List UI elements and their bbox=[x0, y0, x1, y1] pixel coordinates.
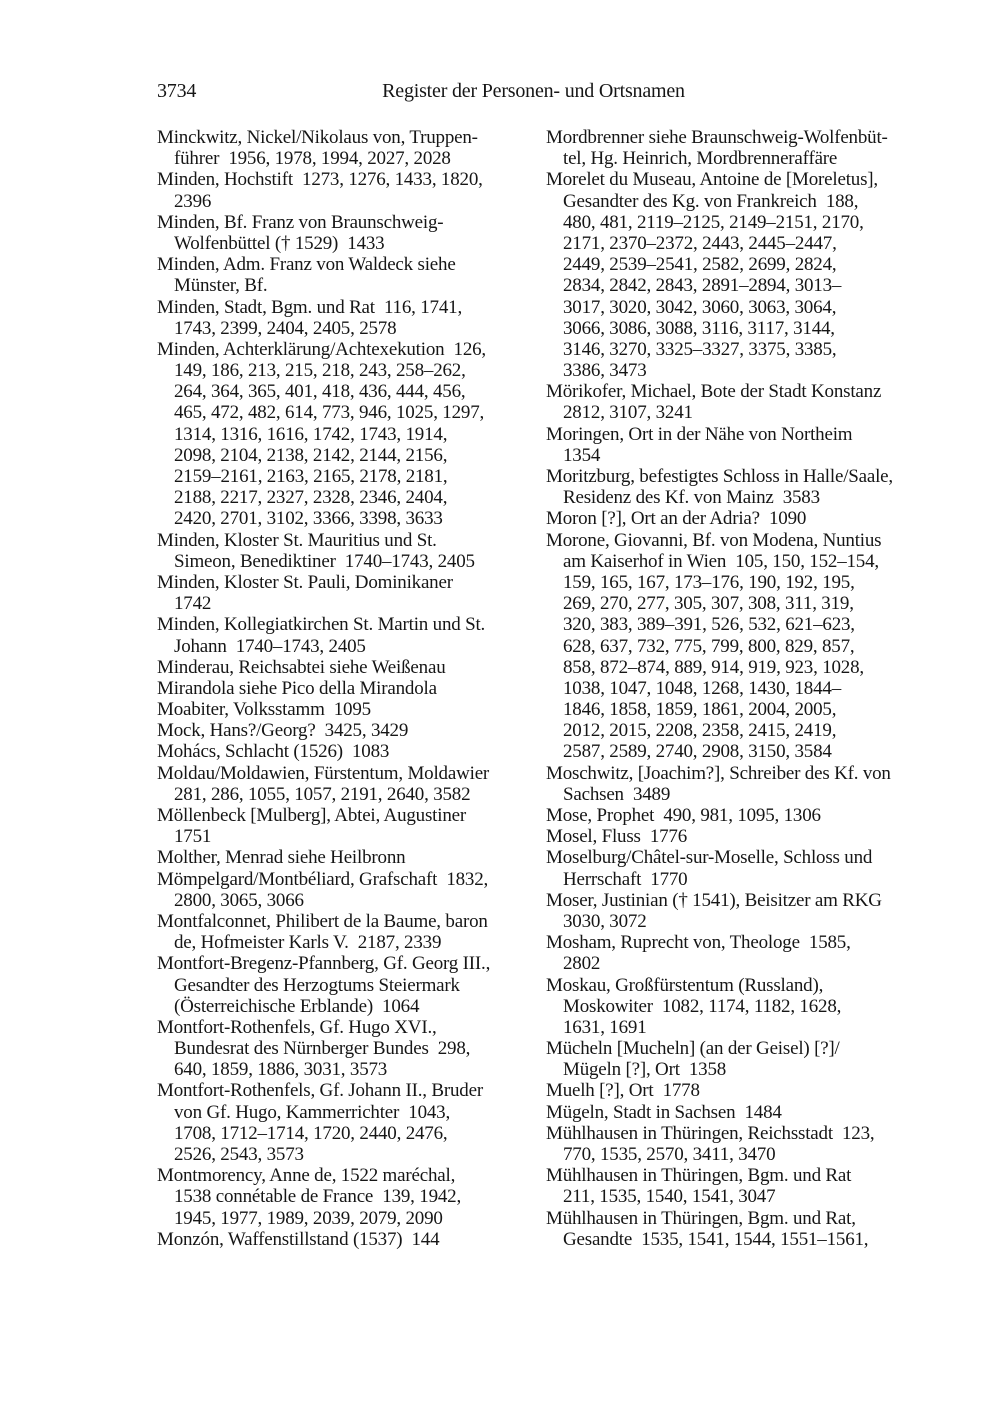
index-entry bbox=[546, 1080, 932, 1101]
index-entry bbox=[157, 1017, 543, 1081]
entry-line-first: Moser, Justinian († 1541), Beisitzer am RKG bbox=[546, 889, 882, 911]
entry-line-first: Montfort-Rothenfels, Gf. Johann II., Bruder bbox=[157, 1080, 483, 1102]
entry-line-continuation: 1038, 1047, 1048, 1268, 1430, 1844– bbox=[563, 677, 842, 699]
index-entry bbox=[157, 572, 543, 614]
entry-line-first: Minden, Achterklärung/Achtexekution 126, bbox=[157, 338, 486, 360]
entry-line-continuation: 2526, 2543, 3573 bbox=[174, 1144, 304, 1165]
entry-line-continuation: 1743, 2399, 2404, 2405, 2578 bbox=[174, 317, 397, 339]
entry-line-continuation: 2800, 3065, 3066 bbox=[174, 889, 304, 911]
entry-line-continuation: tel, Hg. Heinrich, Mordbrenneraffäre bbox=[563, 148, 838, 170]
index-entry bbox=[546, 1038, 932, 1080]
index-entry bbox=[157, 254, 543, 296]
index-entry bbox=[546, 466, 932, 508]
entry-line-continuation: Moskowiter 1082, 1174, 1182, 1628, bbox=[563, 995, 842, 1017]
entry-line-continuation: 2449, 2539–2541, 2582, 2699, 2824, bbox=[563, 254, 837, 276]
index-entry bbox=[546, 975, 932, 1039]
entry-line-first: Moselburg/Châtel-sur-Moselle, Schloss und bbox=[546, 847, 873, 869]
entry-line-continuation: 628, 637, 732, 775, 799, 800, 829, 857, bbox=[563, 635, 855, 657]
entry-line-continuation: 1846, 1858, 1859, 1861, 2004, 2005, bbox=[563, 699, 837, 721]
index-entry bbox=[157, 657, 543, 678]
entry-line-first: Moringen, Ort in der Nähe von Northeim bbox=[546, 423, 853, 445]
index-entry bbox=[157, 805, 543, 847]
index-entry bbox=[157, 339, 543, 530]
entry-line-first: Minden, Kloster St. Mauritius und St. bbox=[157, 529, 437, 551]
entry-line-continuation: Sachsen 3489 bbox=[563, 783, 671, 805]
entry-line-continuation: 2396 bbox=[174, 190, 212, 212]
index-column-left bbox=[157, 127, 543, 1250]
entry-line-first: Minden, Hochstift 1273, 1276, 1433, 1820, bbox=[157, 169, 483, 191]
entry-line-first: Mosham, Ruprecht von, Theologe 1585, bbox=[546, 932, 851, 954]
entry-line-continuation: 1742 bbox=[174, 593, 212, 615]
entry-line-first: Minden, Adm. Franz von Waldeck siehe bbox=[157, 254, 456, 276]
entry-line-continuation: Gesandte 1535, 1541, 1544, 1551–1561, bbox=[563, 1228, 869, 1250]
entry-line-first: Mühlhausen in Thüringen, Bgm. und Rat bbox=[546, 1165, 852, 1187]
entry-line-continuation: von Gf. Hugo, Kammerrichter 1043, bbox=[174, 1101, 451, 1123]
entry-line-first: Montfalconnet, Philibert de la Baume, baron bbox=[157, 910, 488, 932]
entry-line-first: Mose, Prophet 490, 981, 1095, 1306 bbox=[546, 805, 821, 826]
entry-line-first: Mücheln [Mucheln] (an der Geisel) [?]/ bbox=[546, 1038, 840, 1060]
entry-line-continuation: 2012, 2015, 2208, 2358, 2415, 2419, bbox=[563, 720, 837, 742]
index-entry bbox=[546, 826, 932, 847]
index-entry bbox=[546, 1208, 932, 1250]
entry-line-continuation: 2812, 3107, 3241 bbox=[563, 402, 693, 424]
index-entry bbox=[157, 1165, 543, 1229]
entry-line-first: Möllenbeck [Mulberg], Abtei, Augustiner bbox=[157, 805, 466, 826]
entry-line-continuation: 149, 186, 213, 215, 218, 243, 258–262, bbox=[174, 360, 466, 382]
entry-line-first: Mühlhausen in Thüringen, Bgm. und Rat, bbox=[546, 1207, 856, 1229]
entry-line-continuation: 858, 872–874, 889, 914, 919, 923, 1028, bbox=[563, 656, 864, 678]
entry-line-first: Minden, Stadt, Bgm. und Rat 116, 1741, bbox=[157, 296, 462, 318]
entry-line-continuation: 320, 383, 389–391, 526, 532, 621–623, bbox=[563, 614, 855, 636]
entry-line-continuation: 159, 165, 167, 173–176, 190, 192, 195, bbox=[563, 571, 855, 593]
entry-line-continuation: Münster, Bf. bbox=[174, 275, 268, 297]
index-entry bbox=[546, 424, 932, 466]
entry-line-first: Mohács, Schlacht (1526) 1083 bbox=[157, 741, 390, 763]
entry-line-continuation: 264, 364, 365, 401, 418, 436, 444, 456, bbox=[174, 381, 466, 403]
entry-line-continuation: (Österreichische Erblande) 1064 bbox=[174, 995, 420, 1017]
entry-line-continuation: Gesandter des Kg. von Frankreich 188, bbox=[563, 190, 859, 212]
entry-line-continuation: 3386, 3473 bbox=[563, 360, 647, 382]
index-entry bbox=[157, 763, 543, 805]
entry-line-continuation: Bundesrat des Nürnberger Bundes 298, bbox=[174, 1038, 471, 1060]
index-entry bbox=[157, 127, 543, 169]
entry-line-continuation: 2587, 2589, 2740, 2908, 3150, 3584 bbox=[563, 741, 832, 763]
index-entry bbox=[546, 890, 932, 932]
entry-line-continuation: Residenz des Kf. von Mainz 3583 bbox=[563, 487, 820, 509]
index-entry bbox=[157, 953, 543, 1017]
index-entry bbox=[157, 678, 543, 699]
entry-line-first: Moldau/Moldawien, Fürstentum, Moldawier bbox=[157, 762, 490, 784]
entry-line-continuation: 465, 472, 482, 614, 773, 946, 1025, 1297, bbox=[174, 402, 485, 424]
entry-line-continuation: 211, 1535, 1540, 1541, 3047 bbox=[563, 1186, 776, 1208]
entry-line-continuation: 2802 bbox=[563, 953, 601, 975]
index-entry bbox=[546, 1123, 932, 1165]
entry-line-continuation: 1314, 1316, 1616, 1742, 1743, 1914, bbox=[174, 423, 448, 445]
entry-line-first: Molther, Menrad siehe Heilbronn bbox=[157, 847, 406, 869]
entry-line-first: Mühlhausen in Thüringen, Reichsstadt 123, bbox=[546, 1122, 875, 1144]
index-entry bbox=[157, 212, 543, 254]
entry-line-continuation: 2171, 2370–2372, 2443, 2445–2447, bbox=[563, 232, 837, 254]
index-entry bbox=[546, 1102, 932, 1123]
entry-line-first: Mordbrenner siehe Braunschweig-Wolfenbüt- bbox=[546, 127, 888, 148]
entry-line-continuation: Mügeln [?], Ort 1358 bbox=[563, 1059, 727, 1081]
index-entry bbox=[157, 741, 543, 762]
page-number: 3734 bbox=[157, 80, 197, 102]
running-header: Register der Personen- und Ortsnamen bbox=[382, 80, 685, 102]
index-entry bbox=[546, 805, 932, 826]
entry-line-continuation: 480, 481, 2119–2125, 2149–2151, 2170, bbox=[563, 211, 864, 233]
entry-line-first: Mörikofer, Michael, Bote der Stadt Konstanz bbox=[546, 381, 882, 403]
index-entry bbox=[546, 381, 932, 423]
page-header bbox=[157, 80, 910, 104]
entry-line-first: Montfort-Rothenfels, Gf. Hugo XVI., bbox=[157, 1016, 437, 1038]
entry-line-continuation: 1354 bbox=[563, 444, 601, 466]
index-entry bbox=[157, 169, 543, 211]
entry-line-continuation: 2834, 2842, 2843, 2891–2894, 3013– bbox=[563, 275, 842, 297]
entry-line-first: Minckwitz, Nickel/Nikolaus von, Truppen- bbox=[157, 127, 478, 148]
entry-line-continuation: 3030, 3072 bbox=[563, 910, 647, 932]
entry-line-continuation: 1538 connétable de France 139, 1942, bbox=[174, 1186, 462, 1208]
entry-line-first: Mügeln, Stadt in Sachsen 1484 bbox=[546, 1101, 782, 1123]
entry-line-first: Mosel, Fluss 1776 bbox=[546, 826, 688, 848]
index-entry bbox=[157, 720, 543, 741]
entry-line-first: Minden, Kloster St. Pauli, Dominikaner bbox=[157, 571, 453, 593]
index-entry bbox=[157, 530, 543, 572]
index-column-right bbox=[546, 127, 932, 1250]
entry-line-continuation: 269, 270, 277, 305, 307, 308, 311, 319, bbox=[563, 593, 854, 615]
index-entry bbox=[546, 508, 932, 529]
index-entry bbox=[157, 297, 543, 339]
entry-line-continuation: 1708, 1712–1714, 1720, 2440, 2476, bbox=[174, 1122, 448, 1144]
index-entry bbox=[546, 530, 932, 763]
index-entry bbox=[157, 699, 543, 720]
entry-line-first: Montmorency, Anne de, 1522 maréchal, bbox=[157, 1165, 456, 1187]
entry-line-continuation: 770, 1535, 2570, 3411, 3470 bbox=[563, 1144, 776, 1165]
index-entry bbox=[546, 763, 932, 805]
index-entry bbox=[546, 1165, 932, 1207]
entry-line-continuation: am Kaiserhof in Wien 105, 150, 152–154, bbox=[563, 550, 879, 572]
entry-line-first: Minden, Bf. Franz von Braunschweig- bbox=[157, 211, 444, 233]
entry-line-continuation: 2098, 2104, 2138, 2142, 2144, 2156, bbox=[174, 444, 448, 466]
index-entry bbox=[157, 869, 543, 911]
entry-line-first: Muelh [?], Ort 1778 bbox=[546, 1080, 700, 1102]
index-entry bbox=[157, 847, 543, 868]
index-entry bbox=[546, 847, 932, 889]
entry-line-first: Moritzburg, befestigtes Schloss in Halle/Saale, bbox=[546, 466, 893, 487]
entry-line-first: Minden, Kollegiatkirchen St. Martin und St. bbox=[157, 614, 486, 636]
index-entry bbox=[546, 932, 932, 974]
entry-line-first: Morelet du Museau, Antoine de [Moreletus], bbox=[546, 169, 878, 191]
index-entry bbox=[546, 169, 932, 381]
entry-line-first: Mock, Hans?/Georg? 3425, 3429 bbox=[157, 720, 409, 742]
entry-line-continuation: 1945, 1977, 1989, 2039, 2079, 2090 bbox=[174, 1207, 443, 1229]
entry-line-continuation: Johann 1740–1743, 2405 bbox=[174, 635, 366, 657]
index-entry bbox=[157, 1229, 543, 1250]
index-entry bbox=[157, 1080, 543, 1165]
entry-line-continuation: führer 1956, 1978, 1994, 2027, 2028 bbox=[174, 148, 451, 170]
entry-line-continuation: 3017, 3020, 3042, 3060, 3063, 3064, bbox=[563, 296, 837, 318]
entry-line-first: Moabiter, Volksstamm 1095 bbox=[157, 699, 371, 721]
entry-line-continuation: 2188, 2217, 2327, 2328, 2346, 2404, bbox=[174, 487, 448, 509]
entry-line-continuation: 1751 bbox=[174, 826, 212, 848]
index-entry bbox=[157, 911, 543, 953]
entry-line-first: Morone, Giovanni, Bf. von Modena, Nuntius bbox=[546, 529, 882, 551]
entry-line-continuation: Herrschaft 1770 bbox=[563, 868, 688, 890]
entry-line-continuation: 2420, 2701, 3102, 3366, 3398, 3633 bbox=[174, 508, 443, 530]
entry-line-continuation: 281, 286, 1055, 1057, 2191, 2640, 3582 bbox=[174, 783, 471, 805]
entry-line-first: Moschwitz, [Joachim?], Schreiber des Kf. von bbox=[546, 762, 891, 784]
entry-line-continuation: 3066, 3086, 3088, 3116, 3117, 3144, bbox=[563, 317, 835, 339]
entry-line-continuation: 1631, 1691 bbox=[563, 1016, 647, 1038]
entry-line-continuation: de, Hofmeister Karls V. 2187, 2339 bbox=[174, 932, 442, 954]
entry-line-continuation: Simeon, Benediktiner 1740–1743, 2405 bbox=[174, 550, 475, 572]
entry-line-first: Moskau, Großfürstentum (Russland), bbox=[546, 974, 824, 996]
entry-line-continuation: Gesandter des Herzogtums Steiermark bbox=[174, 974, 460, 996]
entry-line-first: Mirandola siehe Pico della Mirandola bbox=[157, 677, 437, 699]
entry-line-first: Montfort-Bregenz-Pfannberg, Gf. Georg III., bbox=[157, 953, 491, 975]
entry-line-continuation: 3146, 3270, 3325–3327, 3375, 3385, bbox=[563, 338, 837, 360]
index-entry bbox=[546, 127, 932, 169]
entry-line-first: Minderau, Reichsabtei siehe Weißenau bbox=[157, 656, 446, 678]
entry-line-continuation: 640, 1859, 1886, 3031, 3573 bbox=[174, 1059, 388, 1081]
entry-line-continuation: 2159–2161, 2163, 2165, 2178, 2181, bbox=[174, 466, 448, 487]
entry-line-first: Mömpelgard/Montbéliard, Grafschaft 1832, bbox=[157, 868, 489, 890]
entry-line-first: Moron [?], Ort an der Adria? 1090 bbox=[546, 508, 807, 530]
index-entry bbox=[157, 614, 543, 656]
entry-line-first: Monzón, Waffenstillstand (1537) 144 bbox=[157, 1228, 440, 1250]
entry-line-continuation: Wolfenbüttel († 1529) 1433 bbox=[174, 232, 385, 254]
